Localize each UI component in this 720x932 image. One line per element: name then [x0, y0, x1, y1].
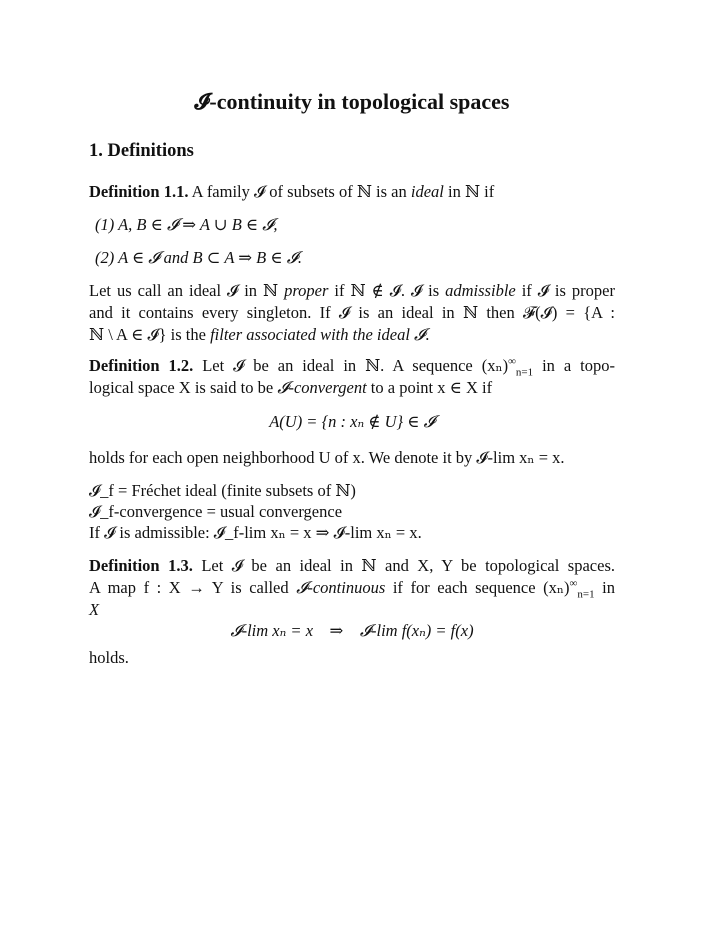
- definition-term: ideal: [410, 182, 444, 201]
- definition-head: Definition 1.1.: [89, 182, 189, 201]
- section-heading: 1. Definitions: [89, 141, 194, 161]
- definition-text: A family 𝓘 of subsets of ℕ is an: [188, 182, 411, 201]
- paragraph-line: ℕ \ A ∈ 𝓘} is the filter associated with the ideal 𝓘.: [89, 325, 430, 344]
- definition-continuation: holds for each open neighborhood U of x. We denote it by 𝓘-lim xₙ = x.: [89, 448, 565, 467]
- note-line-1: 𝓘_f = Fréchet ideal (finite subsets of ℕ): [89, 481, 356, 500]
- display-formula-continuity: 𝓘-lim xₙ = x ⇒ 𝓘-lim f(xₙ) = f(x): [230, 621, 474, 640]
- definition-line: Definition 1.2. Let 𝓘 be an ideal in ℕ. A sequence $(x_n)^\infty_{n=1}$ in a topo-: [89, 355, 615, 379]
- note-line-2: 𝓘_f-convergence = usual convergence: [89, 502, 343, 521]
- term-filter: filter associated with the ideal 𝓘: [210, 325, 426, 344]
- paper-title: 𝓘-continuity in topological spaces: [194, 89, 510, 114]
- definition-head: Definition 1.3.: [89, 556, 193, 575]
- definition-continuation: holds.: [89, 648, 129, 667]
- definition-1-1: [89, 181, 615, 203]
- term-proper: proper: [284, 281, 329, 300]
- definition-line: logical space X is said to be 𝓘-convergent to a point x ∈ X if: [89, 378, 493, 397]
- definition-head: Definition 1.2.: [89, 356, 194, 375]
- definition-1-2: [89, 355, 615, 399]
- display-formula-convergence: A(U) = {n : xₙ ∉ U} ∈ 𝓘: [269, 412, 435, 431]
- definition-line: Definition 1.3. Let 𝓘 be an ideal in ℕ and X, Y be topological spaces.: [89, 556, 615, 575]
- definition-line: A map f : X → Y is called 𝓘-continuous if for each sequence $(x_n)^\infty_{n=1}$ in: [89, 577, 615, 601]
- paragraph-line: Let us call an ideal 𝓘 in ℕ proper if ℕ ∉ 𝓘. 𝓘 is admissible if 𝓘 is proper: [89, 281, 615, 300]
- definition-1-3: [89, 555, 615, 621]
- definition-item-1: (1) A, B ∈ 𝓘 ⇒ A ∪ B ∈ 𝓘,: [95, 215, 278, 234]
- definition-item-2: (2) A ∈ 𝓘 and B ⊂ A ⇒ B ∈ 𝓘.: [95, 248, 302, 267]
- term-convergent: 𝓘-convergent: [277, 378, 367, 397]
- term-admissible: admissible: [445, 281, 516, 300]
- definition-line: X: [89, 600, 100, 619]
- definition-text: in ℕ if: [443, 182, 495, 201]
- term-continuous: 𝓘-continuous: [296, 578, 386, 597]
- note-line-3: If 𝓘 is admissible: 𝓘_f-lim xₙ = x ⇒ 𝓘-lim xₙ = x.: [89, 523, 422, 542]
- paragraph-ideal-properties: [89, 280, 615, 346]
- paragraph-line: and it contains every singleton. If 𝓘 is an ideal in ℕ then 𝓕(𝓘) = {A :: [89, 303, 615, 322]
